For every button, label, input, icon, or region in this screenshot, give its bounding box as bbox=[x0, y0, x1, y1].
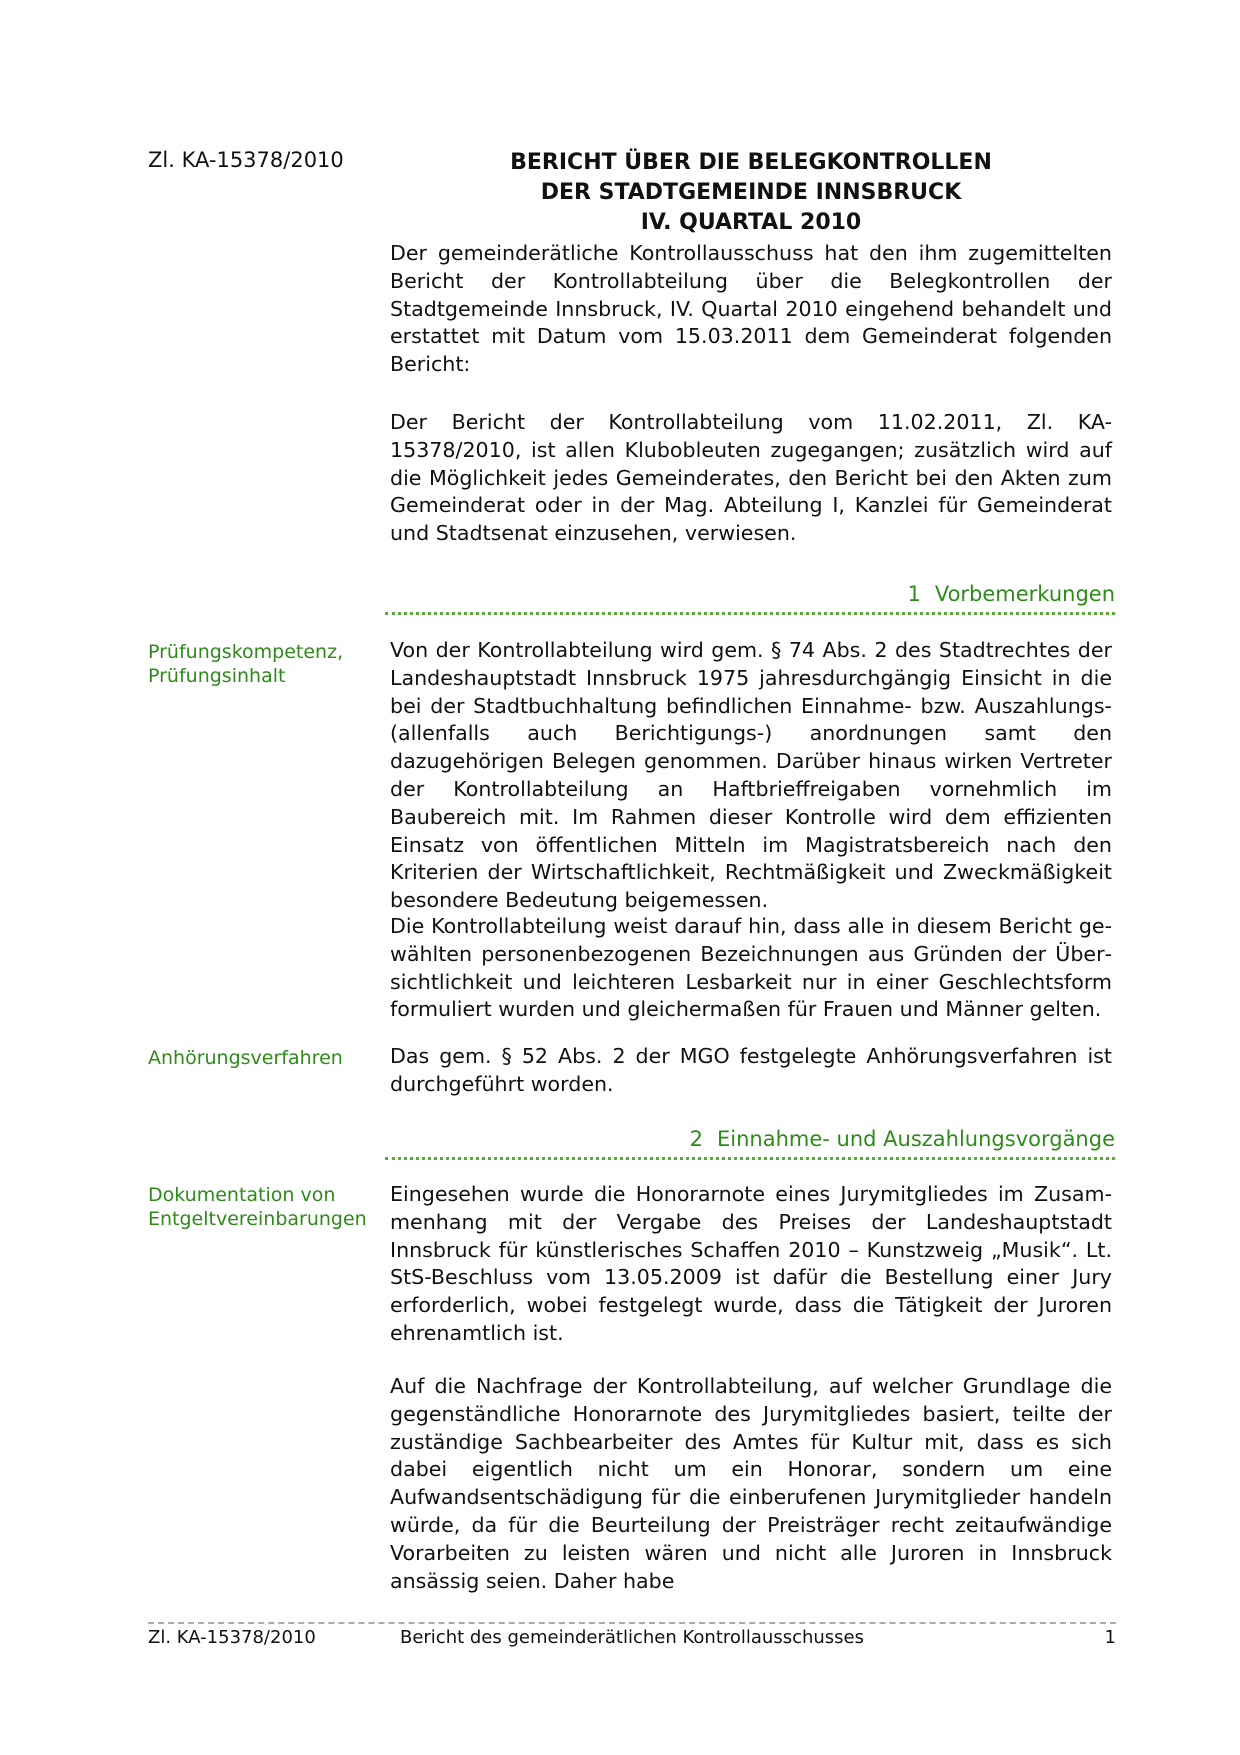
intro-paragraph-1-block bbox=[390, 240, 1112, 379]
section-2-paragraph-1-block bbox=[390, 1181, 1112, 1348]
section-1-number: 1 bbox=[907, 582, 921, 606]
section-1-paragraph-3: Das gem. § 52 Abs. 2 der MGO festgelegte Anhörungsverfahren ist durchgeführt worden. bbox=[390, 1044, 1112, 1096]
margin-note-pruefung-line-2: Prüfungsinhalt bbox=[148, 665, 286, 687]
section-2-heading bbox=[385, 1125, 1115, 1160]
margin-note-dokumentation-line-1: Dokumentation von bbox=[148, 1184, 336, 1206]
section-1-paragraph-3-block bbox=[390, 1043, 1112, 1099]
reference-number: Zl. KA-15378/2010 bbox=[148, 148, 344, 172]
margin-note-dokumentation bbox=[148, 1183, 368, 1231]
document-title bbox=[390, 148, 1112, 238]
title-line-3: IV. QUARTAL 2010 bbox=[640, 210, 862, 235]
margin-note-anhoerung bbox=[148, 1046, 368, 1070]
page-number: 1 bbox=[1104, 1627, 1116, 1648]
margin-note-dokumentation-line-2: Entgeltvereinbarungen bbox=[148, 1208, 367, 1230]
margin-note-anhoerung-text: Anhörungsverfahren bbox=[148, 1047, 343, 1069]
section-2-paragraph-2-block bbox=[390, 1373, 1112, 1595]
intro-paragraph-1: Der gemeinderätliche Kontrollausschuss hat den ihm zugemittelten Bericht der Kontrollabteilung über die Belegkontrollen der Stadtgemeinde Innsbruck, IV. Quartal 2010 eingehend behandelt und erstattet mit Datum vom 15.03.2011 dem Gemeinderat folgenden Bericht: bbox=[390, 241, 1112, 377]
footer-divider bbox=[148, 1622, 1116, 1624]
section-2-paragraph-1: Eingesehen wurde die Honorarnote eines Jurymitgliedes im Zusammenhang mit der Vergabe des Preises der Landeshauptstadt Innsbruck für künstlerisches Schaffen 2010 – Kunstzweig „Musik“. Lt. StS-Beschluss vom 13.05.2009 ist dafür die Bestellung einer Jury erforderlich, wobei festgelegt wurde, dass die Tätigkeit der Juroren ehrenamtlich ist. bbox=[390, 1182, 1112, 1345]
margin-note-pruefung bbox=[148, 640, 368, 688]
footer-title: Bericht des gemeinderätlichen Kontrollausschusses bbox=[399, 1627, 865, 1648]
page-footer bbox=[148, 1626, 1116, 1652]
section-1-paragraph-2-block bbox=[390, 913, 1112, 1024]
intro-paragraph-2-block bbox=[390, 409, 1112, 548]
margin-note-pruefung-line-1: Prüfungskompetenz, bbox=[148, 641, 344, 663]
title-line-2: DER STADTGEMEINDE INNSBRUCK bbox=[540, 180, 962, 205]
section-2-paragraph-2: Auf die Nachfrage der Kontrollabteilung, auf welcher Grundlage die gegenständliche Honorarnote des Jurymitgliedes basiert, teilte der zuständige Sachbearbeiter des Amtes für Kultur mit, dass es sich dabei eigentlich nicht um ein Honorar, sondern um eine Aufwandsentschädigung für die einberufenen Jurymitglieder handeln würde, da für die Beurteilung der Preisträger recht zeitaufwändige Vorarbeiten zu leisten wären und nicht alle Juroren in Innsbruck ansässig seien. Daher habe bbox=[390, 1374, 1112, 1593]
section-2-number: 2 bbox=[689, 1127, 703, 1151]
section-1-paragraph-1-block bbox=[390, 637, 1112, 915]
intro-paragraph-2: Der Bericht der Kontrollabteilung vom 11.02.2011, Zl. KA-15378/2010, ist allen Klubobleuten zugegangen; zusätzlich wird auf die Möglichkeit jedes Gemeinderates, den Bericht bei den Akten zum Gemeinderat oder in der Mag. Abteilung I, Kanzlei für Gemeinderat und Stadtsenat einzusehen, verwiesen. bbox=[390, 410, 1112, 546]
section-2-title: Einnahme- und Auszahlungsvorgänge bbox=[717, 1127, 1115, 1151]
section-1-title: Vorbemerkungen bbox=[934, 582, 1115, 606]
footer-reference: Zl. KA-15378/2010 bbox=[148, 1627, 316, 1648]
section-1-heading bbox=[385, 580, 1115, 615]
section-1-paragraph-2: Die Kontrollabteilung weist darauf hin, dass alle in diesem Bericht gewählten personenbezogenen Bezeichnungen aus Gründen der Übersichtlichkeit und leichteren Lesbarkeit nur in einer Geschlechtsform formuliert wurden und gleichermaßen für Frauen und Männer gelten. bbox=[390, 914, 1112, 1022]
section-1-paragraph-1: Von der Kontrollabteilung wird gem. § 74 Abs. 2 des Stadtrechtes der Landeshauptstadt Innsbruck 1975 jahresdurchgängig Einsicht in die bei der Stadtbuchhaltung befindlichen Einnahme- bzw. Auszahlungs- (allenfalls auch Berichtigungs-) anordnungen samt den dazugehörigen Belegen genommen. Darüber hinaus wirken Vertreter der Kontrollabteilung an Haftbrieffreigaben vornehmlich im Baubereich mit. Im Rahmen dieser Kontrolle wird dem effizienten Einsatz von öffentlichen Mitteln im Magistratsbereich nach den Kriterien der Wirtschaftlichkeit, Rechtmäßigkeit und Zweckmäßigkeit besondere Bedeutung beigemessen. bbox=[390, 638, 1112, 913]
title-line-1: BERICHT ÜBER DIE BELEGKONTROLLEN bbox=[510, 150, 992, 175]
